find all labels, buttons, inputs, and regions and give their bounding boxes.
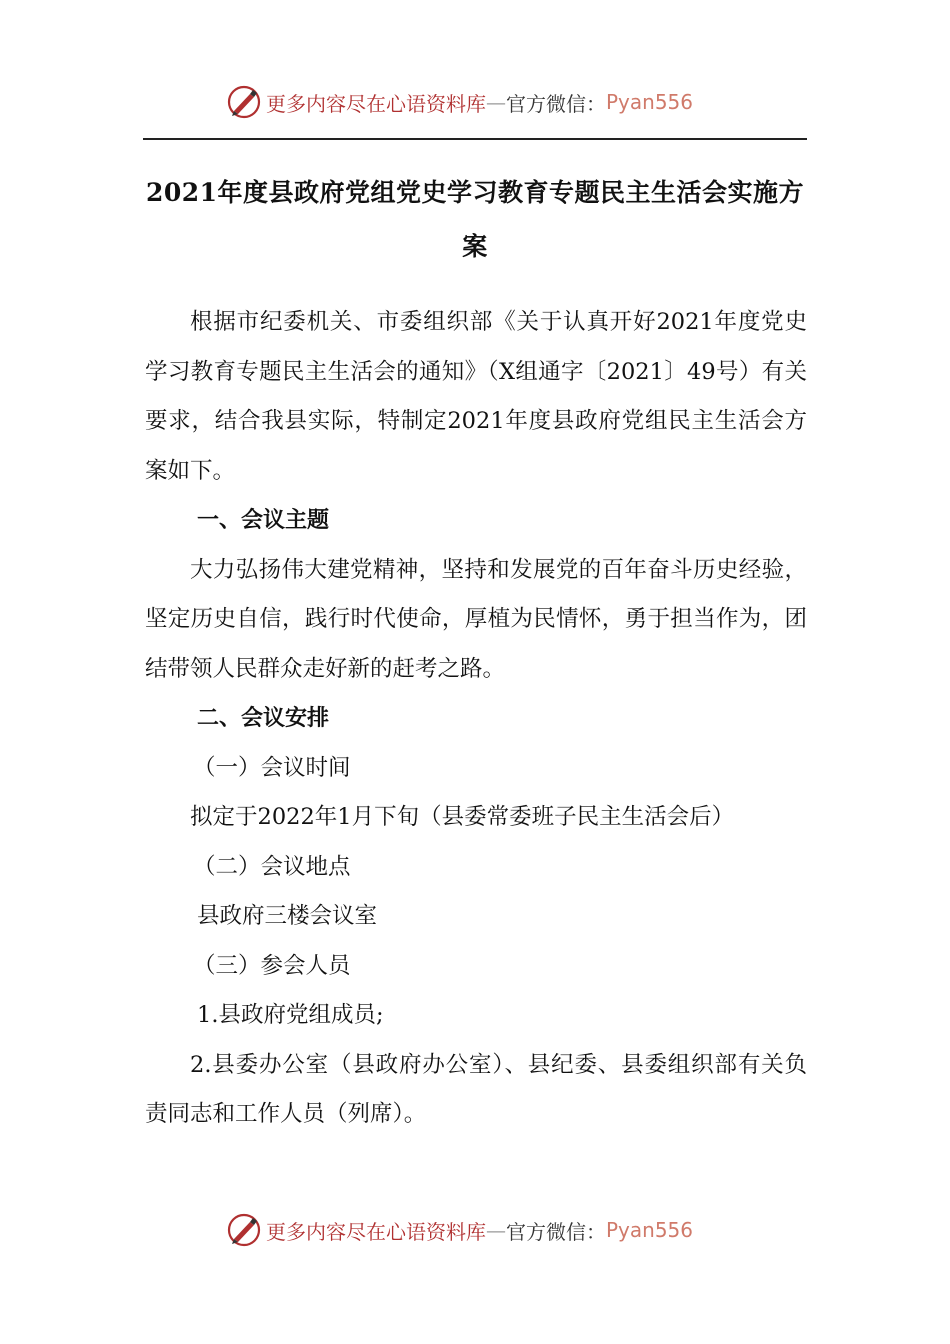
watermark-label: 官方微信： bbox=[506, 91, 606, 116]
section1-heading: 一、会议主题 bbox=[197, 508, 330, 533]
watermark-text: 更多内容尽在心语资料库 bbox=[266, 91, 486, 116]
pen-logo-icon bbox=[226, 1212, 262, 1248]
sub1-body: 拟定于2022年1月下旬（县委常委班子民主生活会后） bbox=[190, 804, 735, 830]
watermark-text: 更多内容尽在心语资料库 bbox=[266, 1219, 486, 1244]
watermark-id: Pyan556 bbox=[606, 90, 694, 114]
sub1-heading: （一）会议时间 bbox=[193, 754, 351, 781]
sub3-heading: （三）参会人员 bbox=[193, 952, 351, 979]
pen-logo-icon bbox=[226, 84, 262, 120]
header-rule bbox=[143, 138, 807, 140]
document-body bbox=[145, 298, 807, 1140]
list-item: 2.县委办公室（县政府办公室）、县纪委、县委组织部有关负责同志和工作人员（列席）。 bbox=[145, 1051, 807, 1127]
watermark-label: 官方微信： bbox=[506, 1219, 606, 1244]
watermark-dash: — bbox=[486, 1218, 506, 1242]
intro-paragraph: 根据市纪委机关、市委组织部《关于认真开好2021年度党史学习教育专题民主生活会的通知》（X组通字〔2021〕49号）有关要求，结合我县实际，特制定2021年度县政府党组民主生活会方案如下。 bbox=[145, 309, 807, 484]
sub2-body: 县政府三楼会议室 bbox=[197, 903, 378, 929]
watermark-dash: — bbox=[486, 90, 506, 114]
footer-watermark bbox=[226, 1210, 693, 1250]
watermark-id: Pyan556 bbox=[606, 1218, 694, 1242]
section2-heading: 二、会议安排 bbox=[197, 706, 330, 731]
section1-body: 大力弘扬伟大建党精神，坚持和发展党的百年奋斗历史经验，坚定历史自信，践行时代使命，厚植为民情怀，勇于担当作为，团结带领人民群众走好新的赶考之路。 bbox=[145, 556, 807, 682]
document-title: 2021年度县政府党组党史学习教育专题民主生活会实施方案 bbox=[145, 178, 805, 261]
header-watermark bbox=[226, 82, 693, 122]
list-item: 1.县政府党组成员; bbox=[197, 1002, 384, 1028]
sub2-heading: （二）会议地点 bbox=[193, 853, 351, 880]
